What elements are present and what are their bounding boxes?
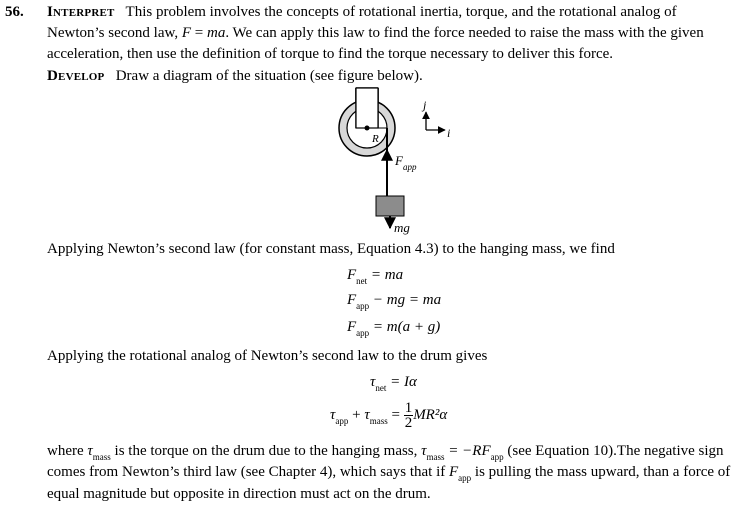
interpret-text-2b: . We can apply this law to find the force needed to raise the mass with the given	[225, 25, 704, 41]
equation-2: $F_{app}$ − mg = ma	[347, 292, 442, 311]
interpret-line-3: acceleration, then use the definition of torque to find the torque necessary to deliver this force.	[47, 46, 614, 62]
equation-5: $\tau_{app} + \tau_{mass}$ = $\frac{1}{2}$ MR²α	[330, 400, 448, 432]
interpret-text-1: This problem involves the concepts of rotational inertia, torque, and the rotational analog of	[125, 4, 677, 20]
applying-newton-text: Applying Newton’s second law (for constant mass, Equation 4.3) to the hanging mass, we find	[47, 241, 615, 257]
interpret-line-2: Newton’s second law, F = ma. We can apply this law to find the force needed to raise the mass with the given	[47, 25, 704, 41]
problem-number: 56.	[5, 4, 24, 20]
support-plate	[356, 88, 378, 128]
label-mg: mg	[394, 220, 410, 235]
develop-text: Draw a diagram of the situation (see figure below).	[115, 68, 423, 84]
bottom-line-3: equal magnitude but opposite in direction must act on the drum.	[47, 486, 431, 502]
mass-block	[376, 196, 404, 216]
label-f-app: $F_{app}$	[395, 153, 417, 172]
label-r: R	[372, 133, 379, 145]
interpret-text-2a: Newton’s second law,	[47, 25, 182, 41]
equation-1: $F_{net}$ = ma	[347, 267, 404, 286]
applying-rotational-text: Applying the rotational analog of Newton’s second law to the drum gives	[47, 348, 488, 364]
label-j: j	[423, 98, 427, 112]
equation-3: $F_{app} = m(a + g)$	[347, 319, 441, 338]
bottom-line-2: comes from Newton’s third law (see Chapter 4), which says that if $F_{app}$ is pulling the mass upward, than a force of	[47, 464, 731, 483]
develop-heading: Develop	[47, 68, 105, 84]
newton-law-inline: F	[181, 25, 192, 41]
equation-4: $\tau_{net} = I\alpha$	[370, 374, 417, 393]
bottom-line-1: where $\tau_{mass}$ is the torque on the drum due to the hanging mass, $\tau_{mass} = -RF_{app}$ (see Equation 10).The negative sign	[47, 443, 724, 462]
label-i: i	[447, 126, 451, 140]
interpret-heading: Interpret	[47, 4, 115, 20]
